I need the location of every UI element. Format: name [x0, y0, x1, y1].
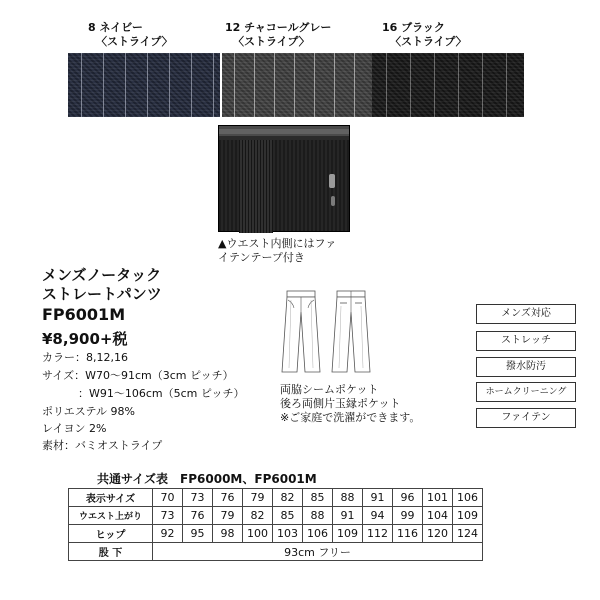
table-cell: 82 [243, 507, 273, 525]
table-cell: 95 [183, 525, 213, 543]
table-row [69, 489, 483, 507]
size-table-title: 共通サイズ表 FP6000M、FP6001M [97, 472, 317, 486]
table-cell: 98 [213, 525, 243, 543]
fabric-swatch-navy [68, 53, 220, 117]
swatch-pattern: 〈ストライプ〉 [96, 35, 173, 48]
table-cell: 92 [153, 525, 183, 543]
table-cell: 91 [363, 489, 393, 507]
size-spec: サイズ：W70～91cm（3cm ピッチ） [42, 369, 234, 382]
table-cell: 85 [273, 507, 303, 525]
tag-water-repellent: 撥水防汚 [476, 357, 576, 377]
product-price: ¥8,900+税 [42, 330, 128, 348]
size-table [68, 488, 483, 561]
tag-mens: メンズ対応 [476, 304, 576, 324]
product-name-line: メンズノータック [42, 266, 162, 284]
fiten-tape [239, 140, 273, 233]
tag-stretch: ストレッチ [476, 331, 576, 351]
table-cell: 106 [453, 489, 483, 507]
table-cell: 99 [393, 507, 423, 525]
table-cell: 79 [243, 489, 273, 507]
swatch-pattern: 〈ストライプ〉 [233, 35, 310, 48]
table-cell: 104 [423, 507, 453, 525]
table-cell: 100 [243, 525, 273, 543]
detail-caption [218, 237, 388, 265]
swatch-name: 8 ネイビー [88, 21, 143, 34]
table-cell: 91 [333, 507, 363, 525]
material-polyester: ポリエステル 98% [42, 405, 135, 418]
table-cell: 101 [423, 489, 453, 507]
tag-home-cleaning: ホームクリーニング [476, 382, 576, 402]
row-label: 股 下 [69, 543, 153, 561]
table-cell: 103 [273, 525, 303, 543]
table-cell: 106 [303, 525, 333, 543]
table-cell: 82 [273, 489, 303, 507]
table-row [69, 507, 483, 525]
row-label: 表示サイズ [69, 489, 153, 507]
hook-icon [329, 174, 335, 188]
table-cell: 120 [423, 525, 453, 543]
table-cell: 94 [363, 507, 393, 525]
table-cell: 73 [153, 507, 183, 525]
table-cell: 76 [183, 507, 213, 525]
pocket-note-line: 後ろ両側片玉縁ポケット [280, 397, 401, 410]
table-cell: 109 [453, 507, 483, 525]
swatch-pattern: 〈ストライプ〉 [390, 35, 467, 48]
waist-detail-photo [218, 125, 350, 232]
size-spec-2: ：W91～106cm（5cm ピッチ） [78, 387, 245, 400]
caption-line: ▲ウエスト内側にはファ [218, 237, 337, 250]
table-row [69, 543, 483, 561]
table-cell: 96 [393, 489, 423, 507]
pants-back-drawing [326, 290, 376, 374]
fabric-spec: 素材：バミオストライプ [42, 439, 163, 452]
tag-phiten: ファイテン [476, 408, 576, 428]
color-spec: カラー：8,12,16 [42, 351, 128, 364]
product-name [42, 266, 162, 304]
table-cell: 109 [333, 525, 363, 543]
product-code: FP6001M [42, 305, 126, 324]
table-cell: 112 [363, 525, 393, 543]
swatch-label-black [382, 21, 467, 49]
swatch-label-navy [88, 21, 173, 49]
row-label: ウエスト上がり [69, 507, 153, 525]
fabric-swatch-black [372, 53, 524, 117]
pocket-notes [280, 383, 420, 425]
waistband [219, 129, 349, 134]
table-cell: 73 [183, 489, 213, 507]
pants-front-drawing [276, 290, 326, 374]
table-cell: 85 [303, 489, 333, 507]
caption-line: イテンテープ付き [218, 251, 305, 264]
table-cell: 76 [213, 489, 243, 507]
table-cell: 116 [393, 525, 423, 543]
care-note: ※ご家庭で洗濯ができます。 [280, 411, 421, 424]
button-icon [331, 196, 335, 206]
table-cell: 70 [153, 489, 183, 507]
swatch-label-charcoal [225, 21, 331, 49]
swatch-name: 16 ブラック [382, 21, 445, 34]
table-row [69, 525, 483, 543]
inseam-value: 93cm フリー [153, 543, 483, 561]
table-cell: 79 [213, 507, 243, 525]
fabric-swatch-charcoal [222, 53, 374, 117]
pocket-note-line: 両脇シームポケット [280, 383, 379, 396]
swatch-name: 12 チャコールグレー [225, 21, 332, 34]
table-cell: 88 [333, 489, 363, 507]
table-cell: 124 [453, 525, 483, 543]
material-rayon: レイヨン 2% [42, 422, 107, 435]
product-name-line: ストレートパンツ [42, 285, 162, 303]
row-label: ヒップ [69, 525, 153, 543]
table-cell: 88 [303, 507, 333, 525]
